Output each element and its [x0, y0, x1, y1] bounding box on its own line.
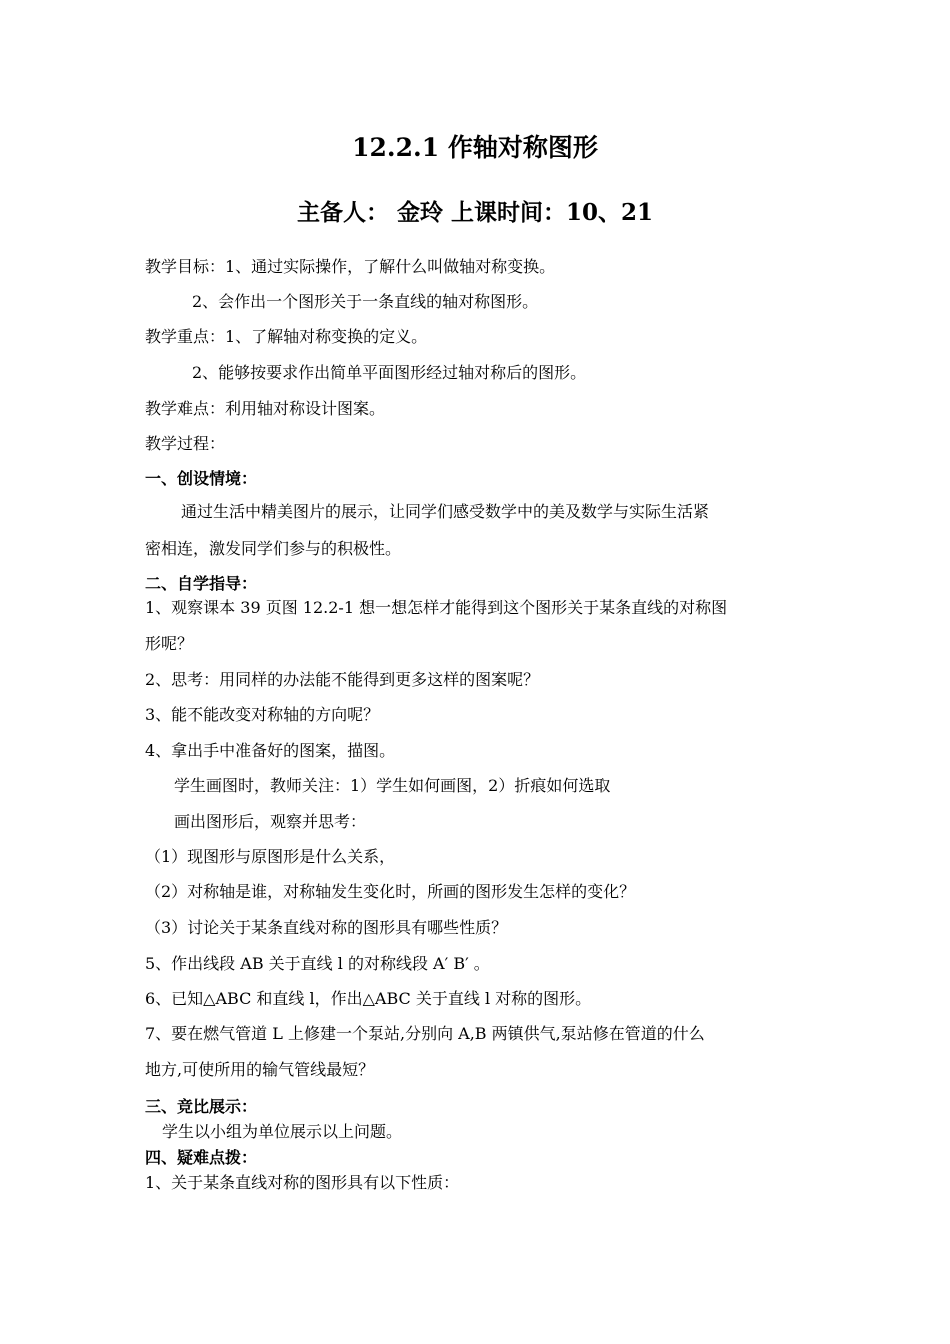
section-2-item-1-line-2: 形呢？ — [145, 634, 194, 653]
section-2-heading: 二、自学指导： — [145, 574, 258, 593]
author-and-schedule: 主备人： 金玲 上课时间：10、21 — [296, 199, 654, 226]
section-2-item-2: 2、思考：用同样的办法能不能得到更多这样的图案呢？ — [145, 670, 540, 689]
section-2-item-4: 4、拿出手中准备好的图案，描图。 — [145, 741, 396, 760]
key-point-line-2: 2、能够按要求作出简单平面图形经过轴对称后的图形。 — [192, 363, 587, 382]
objective-line-1: 教学目标：1、通过实际操作，了解什么叫做轴对称变换。 — [145, 257, 556, 276]
teacher-note-2: 画出图形后，观察并思考： — [174, 812, 367, 831]
section-1-heading: 一、创设情境： — [145, 469, 258, 488]
question-3: （3）讨论关于某条直线对称的图形具有哪些性质？ — [145, 918, 508, 937]
teacher-note-1: 学生画图时，教师关注：1）学生如何画图，2）折痕如何选取 — [174, 776, 611, 795]
process-label: 教学过程： — [145, 434, 226, 453]
question-1: （1）现图形与原图形是什么关系， — [145, 847, 396, 866]
key-point-line-1: 教学重点：1、了解轴对称变换的定义。 — [145, 327, 428, 346]
section-4-heading: 四、疑难点拨： — [145, 1148, 258, 1167]
section-1-paragraph-line-1: 通过生活中精美图片的展示，让同学们感受数学中的美及数学与实际生活紧 — [181, 502, 710, 521]
question-2: （2）对称轴是谁，对称轴发生变化时，所画的图形发生怎样的变化？ — [145, 882, 636, 901]
section-2-item-7-line-2: 地方,可使所用的输气管线最短？ — [145, 1060, 375, 1079]
section-2-item-7-line-1: 7、要在燃气管道 L 上修建一个泵站,分别向 A,B 两镇供气,泵站修在管道的什么 — [145, 1024, 705, 1043]
section-4-item-1: 1、关于某条直线对称的图形具有以下性质： — [145, 1173, 460, 1192]
section-3-text: 学生以小组为单位展示以上问题。 — [162, 1122, 403, 1141]
section-2-item-3: 3、能不能改变对称轴的方向呢？ — [145, 705, 380, 724]
objective-line-2: 2、会作出一个图形关于一条直线的轴对称图形。 — [192, 292, 539, 311]
section-2-item-5: 5、作出线段 AB 关于直线 l 的对称线段 A′ B′ 。 — [145, 954, 490, 973]
document-title: 12.2.1 作轴对称图形 — [352, 133, 598, 162]
section-2-item-6: 6、已知△ABC 和直线 l，作出△ABC 关于直线 l 对称的图形。 — [145, 989, 592, 1008]
section-3-heading: 三、竞比展示： — [145, 1097, 258, 1116]
section-2-item-1-line-1: 1、观察课本 39 页图 12.2-1 想一想怎样才能得到这个图形关于某条直线的对称图 — [145, 598, 728, 617]
difficulty-line: 教学难点：利用轴对称设计图案。 — [145, 399, 386, 418]
section-1-paragraph-line-2: 密相连，激发同学们参与的积极性。 — [145, 539, 402, 558]
